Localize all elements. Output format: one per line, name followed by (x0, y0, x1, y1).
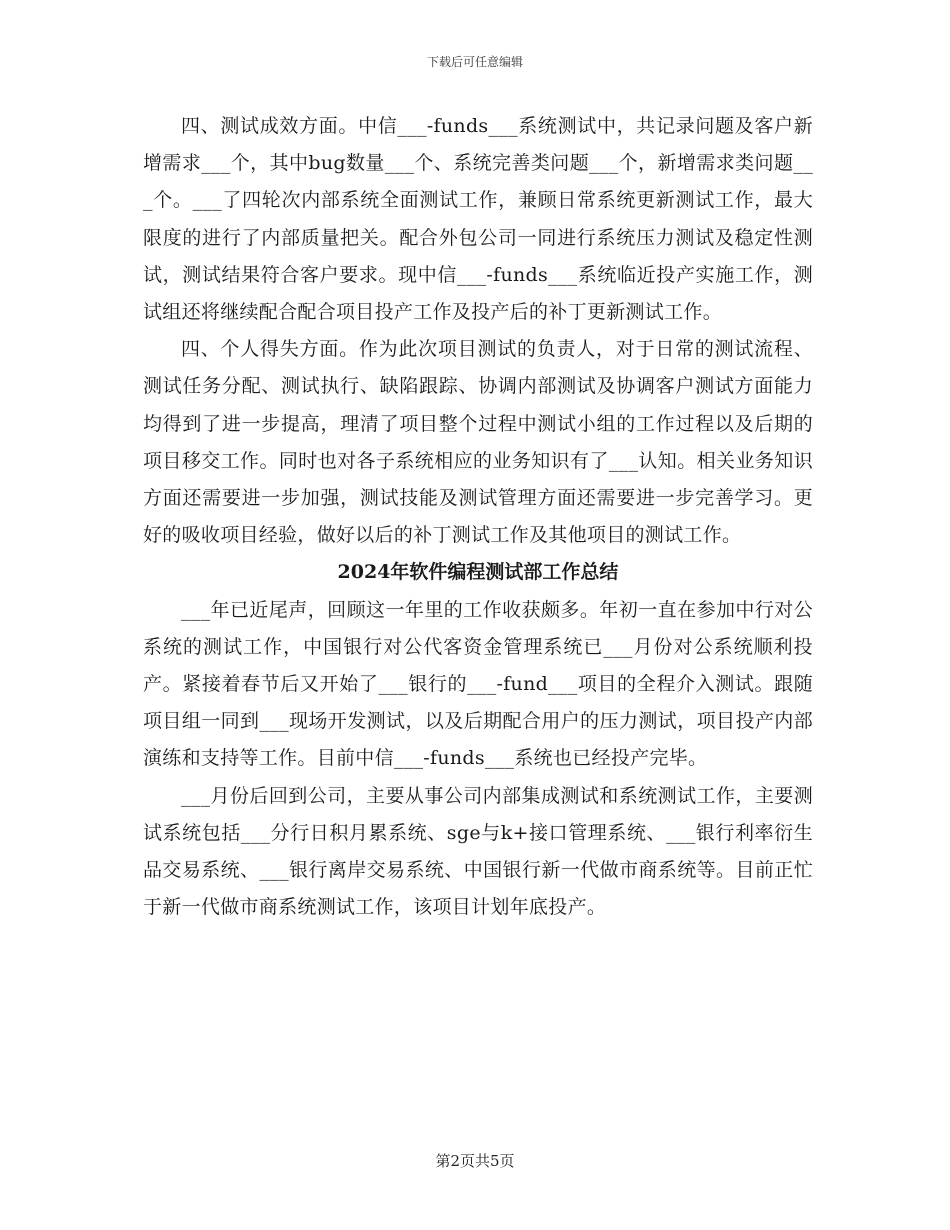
paragraph-return-to-company: ___月份后回到公司，主要从事公司内部集成测试和系统测试工作，主要测试系统包括___分行日积月累系统、sge与k+接口管理系统、___银行利率衍生品交易系统、___银行离岸交易系统、中国银行新一代做市商系统等。目前正忙于新一代做市商系统测试工作，该项目计划年底投产。 (143, 784, 813, 919)
header-note: 下载后可任意编辑 (426, 55, 523, 69)
paragraph-year-review: ___年已近尾声，回顾这一年里的工作收获颇多。年初一直在参加中行对公系统的测试工作，中国银行对公代客资金管理系统已___月份对公系统顺利投产。紧接着春节后又开始了___银行的___-fund___项目的全程介入测试。跟随项目组一同到___现场开发测试，以及后期配合用户的压力测试，项目投产内部演练和支持等工作。目前中信___-funds___系统也已经投产完毕。 (143, 598, 813, 770)
document-title: 2024年软件编程测试部工作总结 (337, 561, 619, 584)
page-number: 第2页共5页 (435, 1152, 515, 1170)
paragraph-test-results: 四、测试成效方面。中信___-funds___系统测试中，共记录问题及客户新增需求___个，其中bug数量___个、系统完善类问题___个，新增需求类问题___个。___了四轮次内部系统全面测试工作，兼顾日常系统更新测试工作，最大限度的进行了内部质量把关。配合外包公司一同进行系统压力测试及稳定性测试，测试结果符合客户要求。现中信___-funds___系统临近投产实施工作，测试组还将继续配合配合项目投产工作及投产后的补丁更新测试工作。 (143, 115, 813, 324)
document-body (143, 108, 813, 926)
paragraph-personal-review: 四、个人得失方面。作为此次项目测试的负责人，对于日常的测试流程、测试任务分配、测试执行、缺陷跟踪、协调内部测试及协调客户测试方面能力均得到了进一步提高，理清了项目整个过程中测试小组的工作过程以及后期的项目移交工作。同时也对各子系统相应的业务知识有了___认知。相关业务知识方面还需要进一步加强，测试技能及测试管理方面还需要进一步完善学习。更好的吸收项目经验，做好以后的补丁测试工作及其他项目的测试工作。 (143, 338, 813, 547)
